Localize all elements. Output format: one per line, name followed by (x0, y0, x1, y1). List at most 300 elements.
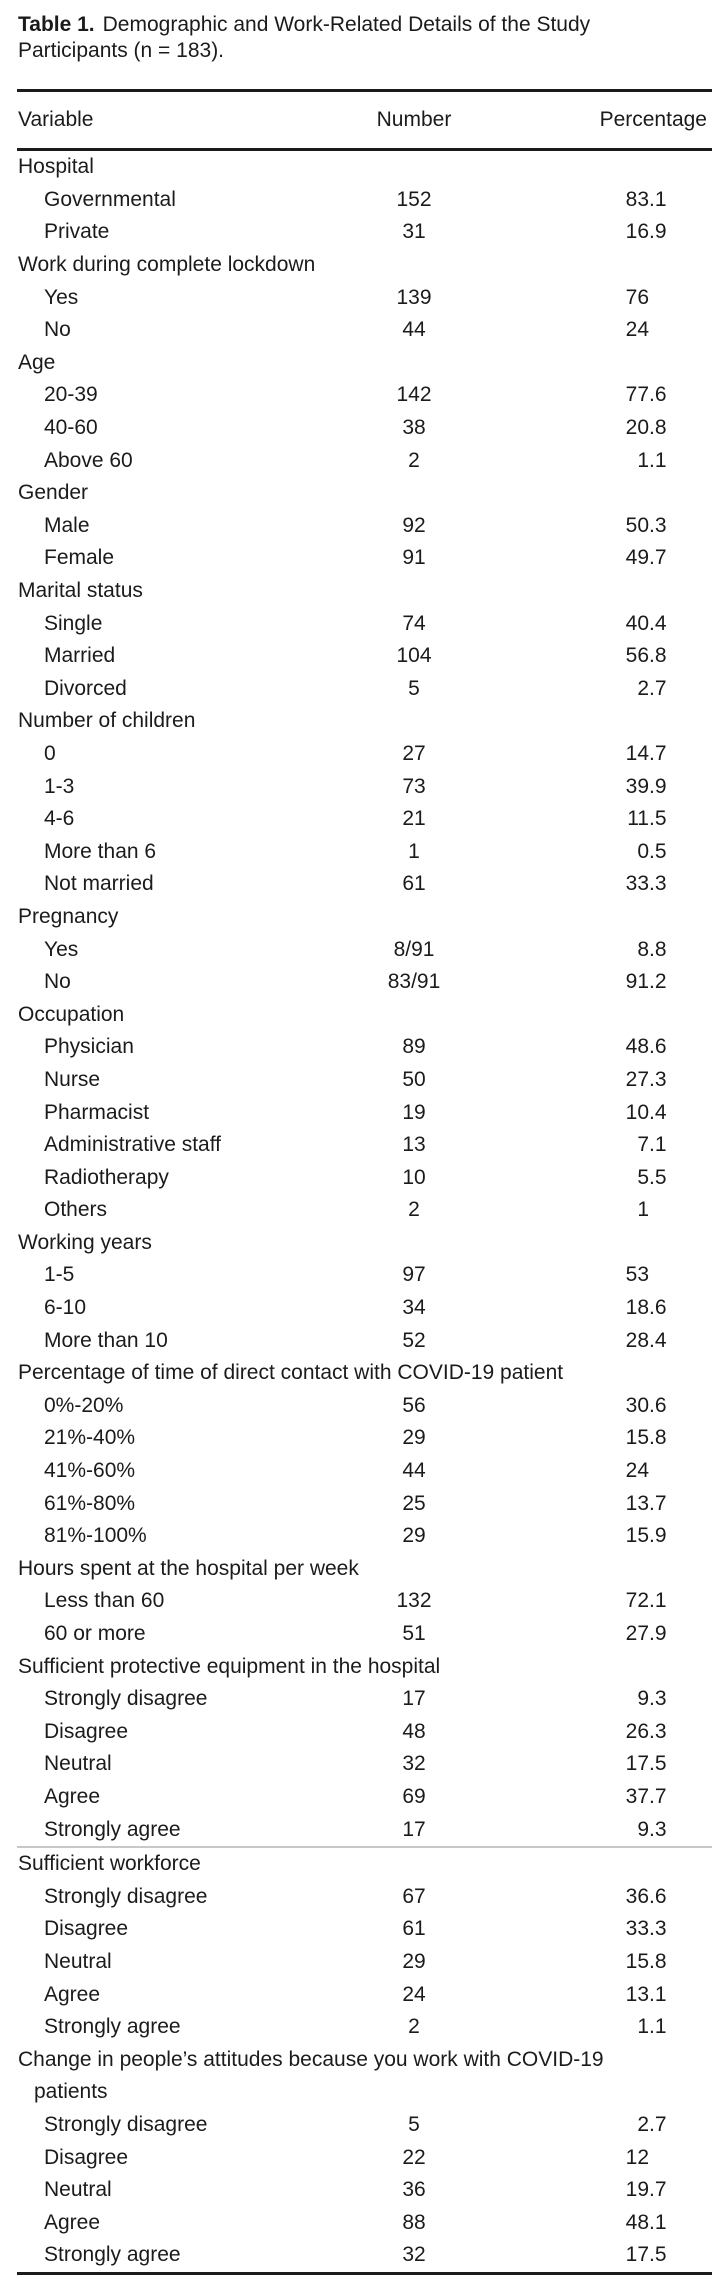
row-label: No (44, 318, 71, 342)
row-percentage-frac: .1 (649, 2210, 667, 2234)
row-percentage (474, 1687, 725, 1711)
section-header-continued: patients (34, 2080, 108, 2104)
row-percentage (474, 546, 725, 570)
row-percentage (474, 1885, 725, 1909)
row-percentage-int: 8 (637, 937, 649, 961)
table-row (0, 1520, 725, 1553)
table-row (0, 379, 725, 412)
row-percentage-frac: .1 (649, 187, 667, 211)
row-label: 20-39 (44, 383, 98, 407)
table-row (0, 770, 725, 803)
row-label: Private (44, 220, 110, 244)
table-row (0, 868, 725, 901)
row-percentage-int: 39 (625, 774, 649, 798)
row-percentage-int: 36 (625, 1884, 649, 1908)
row-percentage-frac: .4 (649, 611, 667, 635)
section-header: Occupation (18, 1002, 125, 1026)
row-number: 34 (402, 1296, 426, 1320)
row-percentage (474, 514, 725, 538)
row-percentage (474, 1068, 725, 1092)
row-percentage (474, 1950, 725, 1974)
row-number: 13 (402, 1133, 426, 1157)
row-number: 17 (402, 1687, 426, 1711)
row-percentage-int: 48 (625, 1035, 649, 1059)
table-row (0, 1422, 725, 1455)
table-row (0, 2239, 725, 2272)
row-percentage-int: 17 (625, 2243, 649, 2267)
row-percentage-frac: .8 (649, 1426, 667, 1450)
row-percentage-frac: .9 (649, 220, 667, 244)
table-row (0, 1618, 725, 1651)
row-percentage-int: 14 (625, 741, 649, 765)
row-label: Agree (44, 2210, 101, 2234)
row-number: 31 (402, 220, 426, 244)
row-label: Strongly agree (44, 2015, 181, 2039)
row-percentage-int: 24 (625, 1459, 649, 1483)
row-percentage (474, 612, 725, 636)
row-label: Neutral (44, 1949, 112, 1973)
row-label: Strongly disagree (44, 1687, 208, 1711)
row-label: 21%-40% (44, 1426, 136, 1450)
row-percentage-frac: .1 (649, 448, 667, 472)
row-percentage-int: 13 (625, 1491, 649, 1515)
row-percentage (474, 2211, 725, 2235)
row-number: 73 (402, 774, 426, 798)
row-number: 61 (402, 1917, 426, 1941)
row-percentage-frac (649, 1459, 668, 1483)
row-percentage-frac: .1 (649, 1133, 667, 1157)
table-row (0, 1161, 725, 1194)
row-percentage-int: 48 (625, 2210, 649, 2234)
row-number: 21 (402, 807, 426, 831)
row-percentage-int: 1 (637, 448, 649, 472)
section-header: Marital status (18, 579, 143, 603)
row-percentage (474, 2243, 725, 2267)
table-row (0, 2011, 725, 2044)
table-row (0, 738, 725, 771)
row-percentage (474, 1263, 725, 1287)
row-label: 0%-20% (44, 1393, 124, 1417)
row-percentage-int: 9 (637, 1687, 649, 1711)
row-percentage-frac: .9 (649, 1524, 667, 1548)
row-percentage-int: 50 (625, 513, 649, 537)
table-row (0, 1064, 725, 1097)
row-number: 27 (402, 741, 426, 765)
row-percentage-frac: .3 (649, 1687, 667, 1711)
table-row (0, 1194, 725, 1227)
row-percentage-int: 15 (625, 1949, 649, 1973)
row-percentage (474, 1426, 725, 1450)
row-label: More than 6 (44, 839, 157, 863)
table-row (0, 2109, 725, 2142)
section-header: Gender (18, 481, 89, 505)
row-percentage-frac: .6 (649, 1884, 667, 1908)
row-percentage (474, 2146, 725, 2170)
row-number: 48 (402, 1719, 426, 1743)
row-percentage-int: 27 (625, 1067, 649, 1091)
row-percentage-int: 24 (625, 318, 649, 342)
row-percentage-frac: .2 (649, 970, 667, 994)
row-percentage (474, 1785, 725, 1809)
row-number: 25 (402, 1491, 426, 1515)
row-percentage (474, 286, 725, 310)
row-percentage-int: 72 (625, 1589, 649, 1613)
table-row (0, 1781, 725, 1814)
row-percentage (474, 1524, 725, 1548)
row-percentage (474, 840, 725, 864)
row-number: 38 (402, 416, 426, 440)
row-label: No (44, 970, 71, 994)
row-percentage-int: 18 (625, 1296, 649, 1320)
row-percentage-frac: .3 (649, 1917, 667, 1941)
table-row (0, 1096, 725, 1129)
table-row (0, 542, 725, 575)
row-percentage (474, 1622, 725, 1646)
row-percentage-int: 76 (625, 285, 649, 309)
row-percentage (474, 677, 725, 701)
row-percentage-int: 26 (625, 1719, 649, 1743)
row-label: Less than 60 (44, 1589, 165, 1613)
table-row (0, 1031, 725, 1064)
row-percentage-int: 30 (625, 1393, 649, 1417)
row-number: 29 (402, 1426, 426, 1450)
row-percentage (474, 1296, 725, 1320)
row-percentage-frac: .6 (649, 1296, 667, 1320)
column-header-percentage: Percentage (599, 108, 707, 131)
row-percentage-int: 2 (637, 2112, 649, 2136)
table-row (0, 1259, 725, 1292)
row-percentage (474, 383, 725, 407)
row-label: 40-60 (44, 416, 98, 440)
table-row (0, 1487, 725, 1520)
row-percentage (474, 318, 725, 342)
table-row (0, 444, 725, 477)
row-percentage-frac: .7 (649, 2112, 667, 2136)
row-number: 97 (402, 1263, 426, 1287)
row-label: Neutral (44, 2178, 112, 2202)
row-percentage (474, 807, 725, 831)
row-percentage (474, 742, 725, 766)
row-percentage-int: 19 (625, 2178, 649, 2202)
row-label: Married (44, 644, 116, 668)
row-percentage-frac: .1 (649, 1589, 667, 1613)
row-number: 29 (402, 1524, 426, 1548)
row-percentage (474, 1394, 725, 1418)
row-percentage (474, 2113, 725, 2137)
row-number: 88 (402, 2210, 426, 2234)
row-percentage-frac: .9 (649, 1622, 667, 1646)
row-percentage-int: 2 (637, 676, 649, 700)
table-row (0, 803, 725, 836)
row-label: Agree (44, 1982, 101, 2006)
row-percentage (474, 872, 725, 896)
row-label: 60 or more (44, 1622, 146, 1646)
table-row (0, 1748, 725, 1781)
row-percentage-frac: .5 (649, 2243, 667, 2267)
row-percentage (474, 416, 725, 440)
row-number: 83/91 (387, 970, 441, 994)
row-number: 67 (402, 1884, 426, 1908)
row-percentage (474, 1035, 725, 1059)
row-percentage (474, 1492, 725, 1516)
table-row (0, 966, 725, 999)
section-header: Hospital (18, 155, 94, 179)
row-number: 91 (402, 546, 426, 570)
table-row (0, 1880, 725, 1913)
row-percentage-frac: .8 (649, 416, 667, 440)
table-row (0, 1129, 725, 1162)
row-label: 61%-80% (44, 1491, 136, 1515)
table-row (0, 2174, 725, 2207)
row-percentage-frac (649, 318, 668, 342)
row-percentage-int: 77 (625, 383, 649, 407)
table-row (0, 1455, 725, 1488)
row-percentage-int: 5 (637, 1165, 649, 1189)
table-row (0, 1913, 725, 1946)
row-percentage-frac: .4 (649, 1100, 667, 1124)
table-row (0, 1324, 725, 1357)
table-row (0, 1585, 725, 1618)
table-row (0, 835, 725, 868)
row-percentage (474, 188, 725, 212)
row-number: 24 (402, 1982, 426, 2006)
row-percentage-frac: .5 (649, 839, 667, 863)
row-label: Neutral (44, 1752, 112, 1776)
table-body (0, 151, 725, 2272)
table-caption: Demographic and Work-Related Details of the Study Participants (n = 183). (18, 13, 591, 62)
table-row (0, 2206, 725, 2239)
row-label: Strongly agree (44, 1817, 181, 1841)
row-label: 1-3 (44, 774, 75, 798)
row-percentage (474, 1752, 725, 1776)
row-percentage (474, 1459, 725, 1483)
row-label: 81%-100% (44, 1524, 147, 1548)
row-percentage-frac: .5 (649, 1752, 667, 1776)
row-number: 104 (396, 644, 432, 668)
row-label: 4-6 (44, 807, 75, 831)
row-percentage-frac: .7 (649, 741, 667, 765)
bottom-rule (17, 2272, 712, 2275)
row-number: 152 (396, 187, 432, 211)
table-row (0, 281, 725, 314)
table-row (0, 933, 725, 966)
row-label: Others (44, 1198, 108, 1222)
row-percentage-frac: .7 (649, 1491, 667, 1515)
row-percentage-frac: .7 (649, 546, 667, 570)
row-label: Disagree (44, 2145, 129, 2169)
row-number: 132 (396, 1589, 432, 1613)
row-label: 6-10 (44, 1296, 87, 1320)
row-percentage-int: 20 (625, 416, 649, 440)
row-percentage-frac (649, 2146, 668, 2170)
row-label: Governmental (44, 187, 176, 211)
row-percentage-frac: .3 (649, 1719, 667, 1743)
row-percentage-int: 33 (625, 1917, 649, 1941)
row-label: Radiotherapy (44, 1165, 169, 1189)
row-percentage-frac: .7 (649, 1784, 667, 1808)
row-percentage-int: 37 (625, 1784, 649, 1808)
row-percentage (474, 220, 725, 244)
row-number: 56 (402, 1393, 426, 1417)
table-row (0, 640, 725, 673)
row-label: 0 (44, 741, 56, 765)
row-label: Strongly disagree (44, 1884, 208, 1908)
row-label: Yes (44, 285, 79, 309)
row-percentage-int: 53 (625, 1263, 649, 1287)
table-title (18, 12, 618, 64)
row-percentage-int: 17 (625, 1752, 649, 1776)
row-label: Divorced (44, 676, 127, 700)
section-header: Number of children (18, 709, 196, 733)
row-percentage (474, 775, 725, 799)
section-header: Pregnancy (18, 904, 119, 928)
row-percentage-frac: .5 (649, 1165, 667, 1189)
row-percentage-int: 15 (625, 1524, 649, 1548)
table-row (0, 1390, 725, 1423)
row-number: 2 (408, 2015, 420, 2039)
row-label: Nurse (44, 1067, 101, 1091)
column-header-row (0, 92, 725, 148)
row-percentage-int: 33 (625, 872, 649, 896)
row-percentage (474, 1166, 725, 1190)
row-percentage-frac: .6 (649, 383, 667, 407)
row-percentage-frac: .8 (649, 1949, 667, 1973)
section-header: Sufficient workforce (18, 1852, 201, 1876)
row-percentage (474, 2178, 725, 2202)
section-header: Sufficient protective equipment in the hospital (18, 1654, 441, 1678)
row-number: 51 (402, 1622, 426, 1646)
row-number: 139 (396, 285, 432, 309)
row-percentage-int: 1 (637, 1198, 649, 1222)
row-number: 32 (402, 2243, 426, 2267)
row-percentage-frac (649, 286, 668, 310)
row-percentage-int: 1 (637, 2015, 649, 2039)
row-number: 142 (396, 383, 432, 407)
row-label: Agree (44, 1784, 101, 1808)
row-percentage-frac: .5 (649, 807, 667, 831)
row-number: 17 (402, 1817, 426, 1841)
row-percentage-int: 56 (625, 644, 649, 668)
row-label: 41%-60% (44, 1459, 136, 1483)
section-header: Age (18, 350, 56, 374)
row-percentage-frac: .9 (649, 774, 667, 798)
row-number: 74 (402, 611, 426, 635)
row-number: 29 (402, 1949, 426, 1973)
row-number: 2 (408, 448, 420, 472)
table-number-label: Table 1. (18, 13, 95, 36)
table-row (0, 1683, 725, 1716)
table-row (0, 1978, 725, 2011)
row-number: 69 (402, 1784, 426, 1808)
row-percentage-frac (649, 1198, 668, 1222)
section-header: Working years (18, 1230, 152, 1254)
row-percentage-frac: .8 (649, 937, 667, 961)
row-number: 8/91 (393, 937, 435, 961)
row-percentage-frac: .3 (649, 513, 667, 537)
row-number: 10 (402, 1165, 426, 1189)
row-label: Strongly disagree (44, 2112, 208, 2136)
row-number: 44 (402, 1459, 426, 1483)
row-percentage-int: 9 (637, 1817, 649, 1841)
table-row (0, 1813, 725, 1846)
row-percentage-frac: .6 (649, 1035, 667, 1059)
row-percentage (474, 1329, 725, 1353)
row-percentage-int: 28 (625, 1328, 649, 1352)
row-percentage-int: 10 (625, 1100, 649, 1124)
row-percentage-frac: .3 (649, 1067, 667, 1091)
row-percentage (474, 1917, 725, 1941)
row-percentage-int: 40 (625, 611, 649, 635)
table-row (0, 1946, 725, 1979)
row-label: Not married (44, 872, 154, 896)
row-percentage (474, 644, 725, 668)
row-number: 5 (408, 676, 420, 700)
row-percentage-int: 27 (625, 1622, 649, 1646)
row-percentage (474, 1818, 725, 1842)
row-number: 36 (402, 2178, 426, 2202)
column-header-number: Number (376, 108, 452, 131)
table-row (0, 673, 725, 706)
row-percentage-frac (649, 1263, 668, 1287)
row-label: Disagree (44, 1719, 129, 1743)
column-header-variable: Variable (18, 108, 94, 131)
row-percentage-frac: .1 (649, 2015, 667, 2039)
row-percentage-int: 0 (637, 839, 649, 863)
row-number: 19 (402, 1100, 426, 1124)
row-label: Pharmacist (44, 1100, 150, 1124)
row-number: 2 (408, 1198, 420, 1222)
row-percentage-frac: .3 (649, 872, 667, 896)
table-row (0, 1292, 725, 1325)
table-row (0, 314, 725, 347)
row-label: Above 60 (44, 448, 133, 472)
table-row (0, 184, 725, 217)
row-percentage (474, 938, 725, 962)
row-label: Single (44, 611, 103, 635)
row-percentage-frac: .3 (649, 1817, 667, 1841)
row-percentage (474, 1983, 725, 2007)
row-percentage-frac: .6 (649, 1393, 667, 1417)
row-label: Disagree (44, 1917, 129, 1941)
row-percentage-frac: .1 (649, 1982, 667, 2006)
row-percentage-frac: .4 (649, 1328, 667, 1352)
row-label: Yes (44, 937, 79, 961)
row-percentage (474, 1133, 725, 1157)
section-header: Percentage of time of direct contact with COVID-19 patient (18, 1361, 564, 1385)
row-label: More than 10 (44, 1328, 168, 1352)
row-label: 1-5 (44, 1263, 75, 1287)
row-number: 22 (402, 2145, 426, 2169)
table-row (0, 607, 725, 640)
row-percentage-frac: .7 (649, 676, 667, 700)
row-percentage-int: 49 (625, 546, 649, 570)
section-header: Work during complete lockdown (18, 253, 316, 277)
row-percentage-int: 11 (627, 807, 649, 831)
row-percentage-int: 16 (625, 220, 649, 244)
row-percentage (474, 1720, 725, 1744)
row-number: 44 (402, 318, 426, 342)
row-label: Male (44, 513, 90, 537)
row-percentage-int: 13 (625, 1982, 649, 2006)
row-percentage-int: 83 (625, 187, 649, 211)
row-number: 92 (402, 513, 426, 537)
row-percentage-frac: .8 (649, 644, 667, 668)
table-row (0, 412, 725, 445)
table-row (0, 510, 725, 543)
row-number: 5 (408, 2112, 420, 2136)
row-percentage-int: 91 (625, 970, 649, 994)
row-percentage (474, 1198, 725, 1222)
